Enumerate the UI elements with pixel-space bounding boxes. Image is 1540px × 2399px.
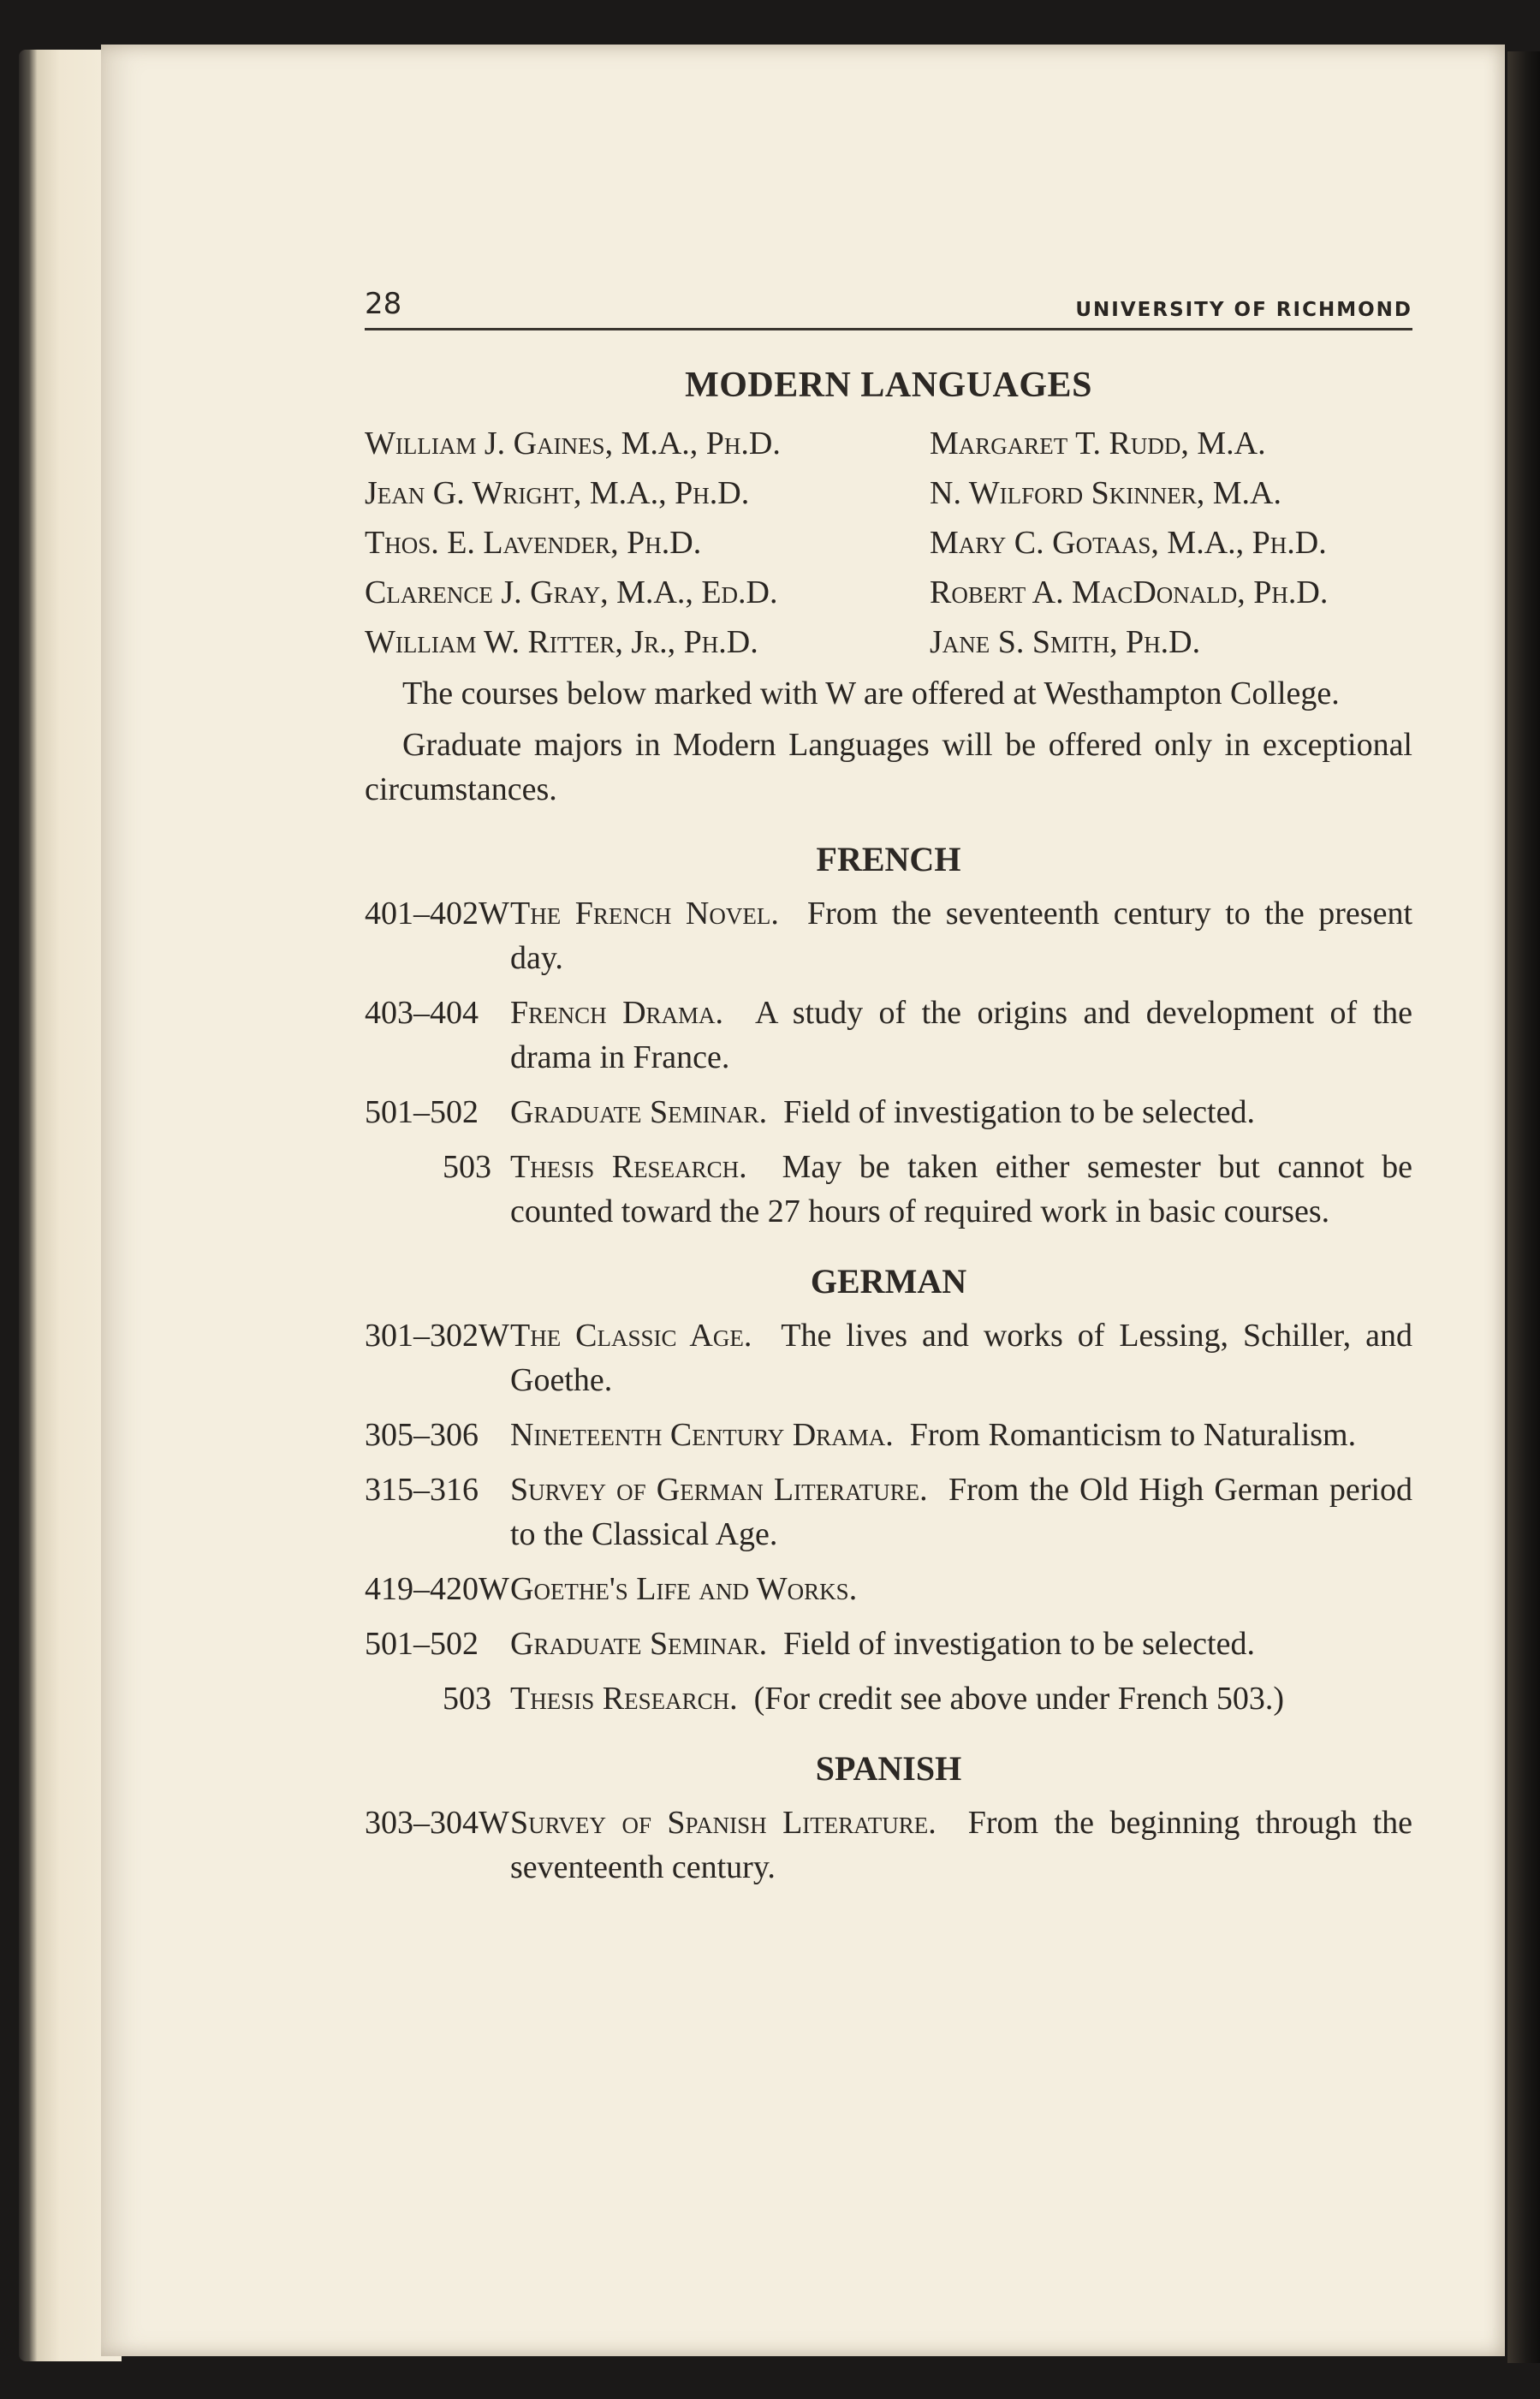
german-course-list [365, 1313, 1412, 1721]
course-body [510, 1676, 1412, 1721]
course-description: Field of investigation to be selected. [783, 1094, 1255, 1130]
course-entry [365, 1413, 1412, 1457]
course-entry [365, 1313, 1412, 1402]
course-body [510, 891, 1412, 980]
course-number: 403–404 [365, 995, 479, 1031]
faculty-name: William J. Gaines, M.A., Ph.D. [365, 426, 781, 461]
course-entry [365, 1567, 1412, 1611]
course-title: Nineteenth Century Drama. [510, 1417, 894, 1453]
course-body [510, 1145, 1412, 1234]
course-description: (For credit see above under French 503.) [753, 1681, 1284, 1717]
course-number: 401–402W [365, 896, 509, 932]
course-description: May be taken either semester but cannot be counted toward the 27 hours of required work in basic courses. [510, 1149, 1412, 1229]
book-spine-shadow [1507, 51, 1540, 2363]
faculty-name: Clarence J. Gray, M.A., Ed.D. [365, 574, 778, 610]
course-entry [365, 1090, 1412, 1134]
course-number: 305–306 [365, 1417, 479, 1453]
course-entry [365, 891, 1412, 980]
course-description: The lives and works of Lessing, Schiller, and Goethe. [510, 1318, 1412, 1398]
course-number: 303–304W [365, 1805, 509, 1841]
course-entry [365, 1801, 1412, 1890]
section-title: MODERN LANGUAGES [685, 366, 1092, 405]
faculty-name: William W. Ritter, Jr., Ph.D. [365, 624, 758, 660]
course-description: From Romanticism to Naturalism. [909, 1417, 1357, 1453]
page-number: 28 [365, 287, 402, 321]
german-heading: GERMAN [810, 1262, 967, 1301]
course-description: From the seventeenth century to the present day. [510, 896, 1413, 976]
course-number: 301–302W [365, 1318, 509, 1354]
course-body [510, 1467, 1412, 1557]
course-body [510, 1622, 1412, 1666]
course-number: 503 [443, 1681, 491, 1717]
course-entry [365, 991, 1412, 1080]
course-title: Survey of Spanish Literature. [510, 1805, 936, 1841]
spanish-heading: SPANISH [815, 1749, 962, 1788]
course-title: Thesis Research. [510, 1149, 747, 1185]
course-entry [365, 1467, 1412, 1557]
course-body [510, 1090, 1412, 1134]
faculty-name: Jean G. Wright, M.A., Ph.D. [365, 475, 750, 511]
running-head: UNIVERSITY OF RICHMOND [1075, 299, 1412, 321]
faculty-name: Thos. E. Lavender, Ph.D. [365, 525, 702, 561]
running-header [365, 287, 1412, 330]
course-title: Survey of German Literature. [510, 1472, 928, 1508]
faculty-name: Margaret T. Rudd, M.A. [930, 426, 1266, 461]
course-title: Graduate Seminar. [510, 1094, 768, 1130]
faculty-list [365, 421, 1412, 664]
course-title: The French Novel. [510, 896, 779, 932]
course-title: Goethe's Life and Works. [510, 1571, 858, 1607]
course-description: From the beginning through the seventeenth century. [510, 1805, 1413, 1885]
french-course-list [365, 891, 1412, 1234]
note-paragraph: Graduate majors in Modern Languages will be offered only in exceptional circumstances. [365, 727, 1412, 807]
french-heading: FRENCH [816, 840, 961, 878]
course-title: French Drama. [510, 995, 724, 1031]
course-entry [365, 1145, 1412, 1234]
faculty-name: Jane S. Smith, Ph.D. [930, 624, 1201, 660]
course-title: Graduate Seminar. [510, 1626, 768, 1662]
course-number: 501–502 [365, 1094, 479, 1130]
course-body [510, 1801, 1412, 1890]
course-description: A study of the origins and development of the drama in France. [510, 995, 1413, 1075]
course-entry [365, 1622, 1412, 1666]
course-body [510, 1567, 1412, 1611]
faculty-name: N. Wilford Skinner, M.A. [930, 475, 1281, 511]
course-title: Thesis Research. [510, 1681, 738, 1717]
course-body [510, 1413, 1412, 1457]
course-entry [365, 1676, 1412, 1721]
faculty-name: Robert A. MacDonald, Ph.D. [930, 574, 1329, 610]
course-title: The Classic Age. [510, 1318, 752, 1354]
course-number: 315–316 [365, 1472, 479, 1508]
course-body [510, 991, 1412, 1080]
page-content [365, 287, 1412, 1900]
course-body [510, 1313, 1412, 1402]
course-number: 419–420W [365, 1571, 509, 1607]
course-number: 503 [443, 1149, 491, 1185]
note-paragraph: The courses below marked with W are offered at Westhampton College. [402, 676, 1340, 711]
course-number: 501–502 [365, 1626, 479, 1662]
course-description: Field of investigation to be selected. [783, 1626, 1255, 1662]
course-description: From the Old High German period to the Classical Age. [510, 1472, 1413, 1552]
faculty-name: Mary C. Gotaas, M.A., Ph.D. [930, 525, 1327, 561]
spanish-course-list [365, 1801, 1412, 1890]
